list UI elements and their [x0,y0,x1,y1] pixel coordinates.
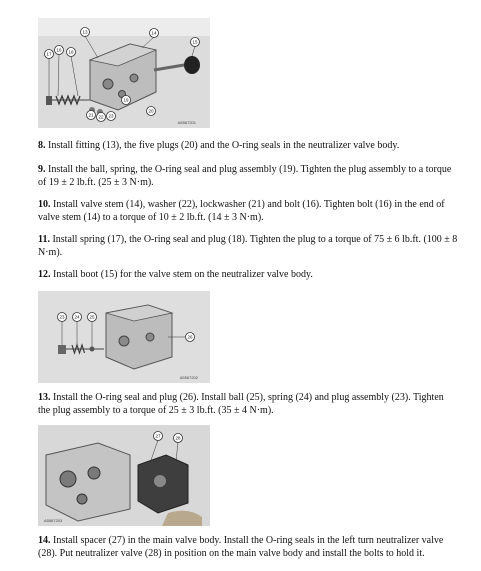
step-8-text: Install fitting (13), the five plugs (20) and the O-ring seals in the neutralizer valve body. [45,140,400,151]
step-10 [38,198,458,224]
figure-2-photo [38,291,210,383]
callout-23-fig2-label: 23 [59,314,65,320]
callout-28-label: 28 [175,435,181,441]
callout-15-label: 15 [192,39,198,45]
step-12 [38,268,458,281]
figure-2-caption: A5567202 [179,375,198,380]
step-13 [38,391,458,417]
main-valve-plug-illustration [38,291,210,383]
callout-27-label: 27 [155,433,161,439]
callout-17-label: 17 [46,51,52,57]
figure-1-photo [38,18,210,128]
callout-18-label: 18 [68,49,74,55]
step-8-number: 8. [38,140,46,151]
step-11 [38,233,458,259]
step-9 [38,163,458,189]
step-9-text: Install the ball, spring, the O-ring seal and plug assembly (19). Tighten the plug assembly to a torque of 19 ± 2 lb.ft. (25 ± 3 N·m). [38,164,452,188]
callout-26-label: 26 [187,334,193,340]
step-11-text: Install spring (17), the O-ring seal and plug (18). Tighten the plug to a torque of 75 ± 6 lb.ft. (100 ± 8 N·m). [38,234,458,258]
figure-3-caption: A5567203 [44,518,63,523]
figure-1-caption: A5567201 [177,120,196,125]
callout-24-label: 24 [74,314,80,320]
callout-25-label: 25 [89,314,95,320]
step-14-text: Install spacer (27) in the main valve body. Install the O-ring seals in the left turn neutralizer valve (28). Put neutralizer valve (28) in position on the main valve body and install the bolts to hold it. [38,535,444,559]
step-14 [38,534,458,560]
callout-20-label: 20 [148,108,154,114]
spacer-neutralizer-valve-illustration [38,425,210,526]
neutralizer-valve-exploded-illustration [38,18,210,128]
step-10-number: 10. [38,199,51,210]
step-9-number: 9. [38,164,46,175]
callout-13-label: 13 [82,29,88,35]
step-10-text: Install valve stem (14), washer (22), lockwasher (21) and bolt (16). Tighten bolt (16) in the end of valve stem (14) to a torque of 10 ± 2 lb.ft. (14 ± 3 N·m). [38,199,445,223]
figure-3-photo [38,425,210,526]
step-11-number: 11. [38,234,50,245]
step-8 [38,139,458,152]
step-13-text: Install the O-ring seal and plug (26). Install ball (25), spring (24) and plug assembly (23). Tighten the plug assembly to a torque of 25 ± 3 lb.ft. (35 ± 4 N·m). [38,392,444,416]
callout-22-label: 22 [98,114,104,120]
callout-16-label: 16 [56,47,62,53]
step-12-number: 12. [38,269,51,280]
callout-19-label: 19 [123,97,129,103]
step-12-text: Install boot (15) for the valve stem on the neutralizer valve body. [50,269,313,280]
step-13-number: 13. [38,392,51,403]
callout-14-label: 14 [151,30,157,36]
step-14-number: 14. [38,535,51,546]
callout-21-label: 21 [88,112,94,118]
callout-23-label: 23 [108,113,114,119]
